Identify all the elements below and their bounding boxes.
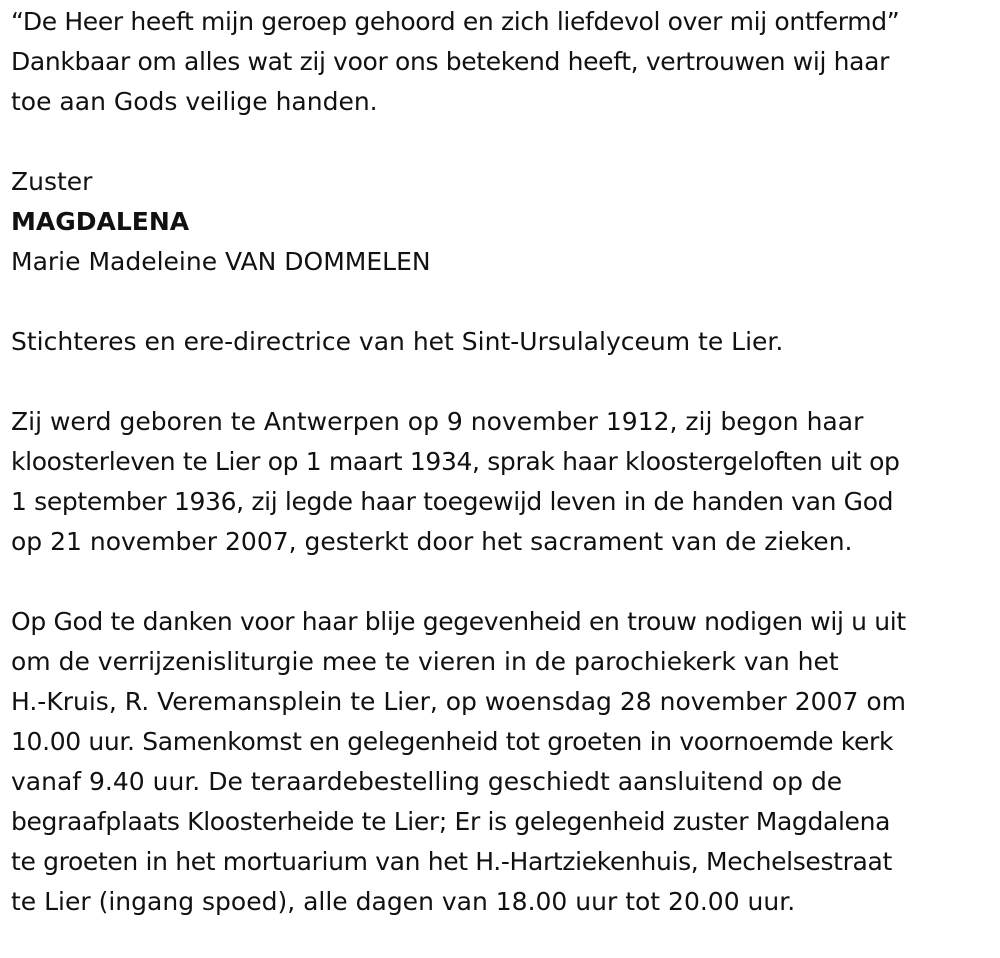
spacer: [11, 562, 996, 602]
intro-line: toe aan Gods veilige handen.: [11, 87, 378, 116]
biography-paragraph: [11, 402, 996, 562]
religious-name: MAGDALENA: [11, 207, 190, 236]
invitation-line: om de verrijzenisliturgie mee te vieren in de parochiekerk van het: [11, 647, 839, 676]
spacer: [11, 362, 996, 402]
quote-line: “De Heer heeft mijn geroep gehoord en zich liefdevol over mij ontfermd”: [11, 7, 900, 36]
spacer: [11, 122, 996, 162]
invitation-paragraph: [11, 602, 996, 922]
spacer: [11, 282, 996, 322]
biography-line: kloosterleven te Lier op 1 maart 1934, sprak haar kloostergeloften uit op: [11, 447, 900, 476]
invitation-line: te groeten in het mortuarium van het H.-Hartziekenhuis, Mechelsestraat: [11, 847, 892, 876]
intro-line: Dankbaar om alles wat zij voor ons betekend heeft, vertrouwen wij haar: [11, 47, 890, 76]
invitation-line: 10.00 uur. Samenkomst en gelegenheid tot groeten in voornoemde kerk: [11, 727, 894, 756]
invitation-line: Op God te danken voor haar blije gegevenheid en trouw nodigen wij u uit: [11, 607, 906, 636]
obituary-document: [11, 2, 996, 922]
intro-paragraph: [11, 2, 996, 122]
invitation-line: H.-Kruis, R. Veremansplein te Lier, op woensdag 28 november 2007 om: [11, 687, 906, 716]
biography-line: op 21 november 2007, gesterkt door het sacrament van de zieken.: [11, 527, 853, 556]
role-line: Stichteres en ere-directrice van het Sint-Ursulalyceum te Lier.: [11, 327, 784, 356]
invitation-line: te Lier (ingang spoed), alle dagen van 18.00 uur tot 20.00 uur.: [11, 887, 796, 916]
invitation-line: vanaf 9.40 uur. De teraardebestelling geschiedt aansluitend op de: [11, 767, 843, 796]
civil-name: Marie Madeleine VAN DOMMELEN: [11, 247, 431, 276]
biography-line: 1 september 1936, zij legde haar toegewijd leven in de handen van God: [11, 487, 894, 516]
invitation-line: begraafplaats Kloosterheide te Lier; Er is gelegenheid zuster Magdalena: [11, 807, 891, 836]
person-title: Zuster: [11, 167, 93, 196]
role-paragraph: [11, 322, 996, 362]
biography-line: Zij werd geboren te Antwerpen op 9 november 1912, zij begon haar: [11, 407, 864, 436]
name-block: [11, 162, 996, 282]
